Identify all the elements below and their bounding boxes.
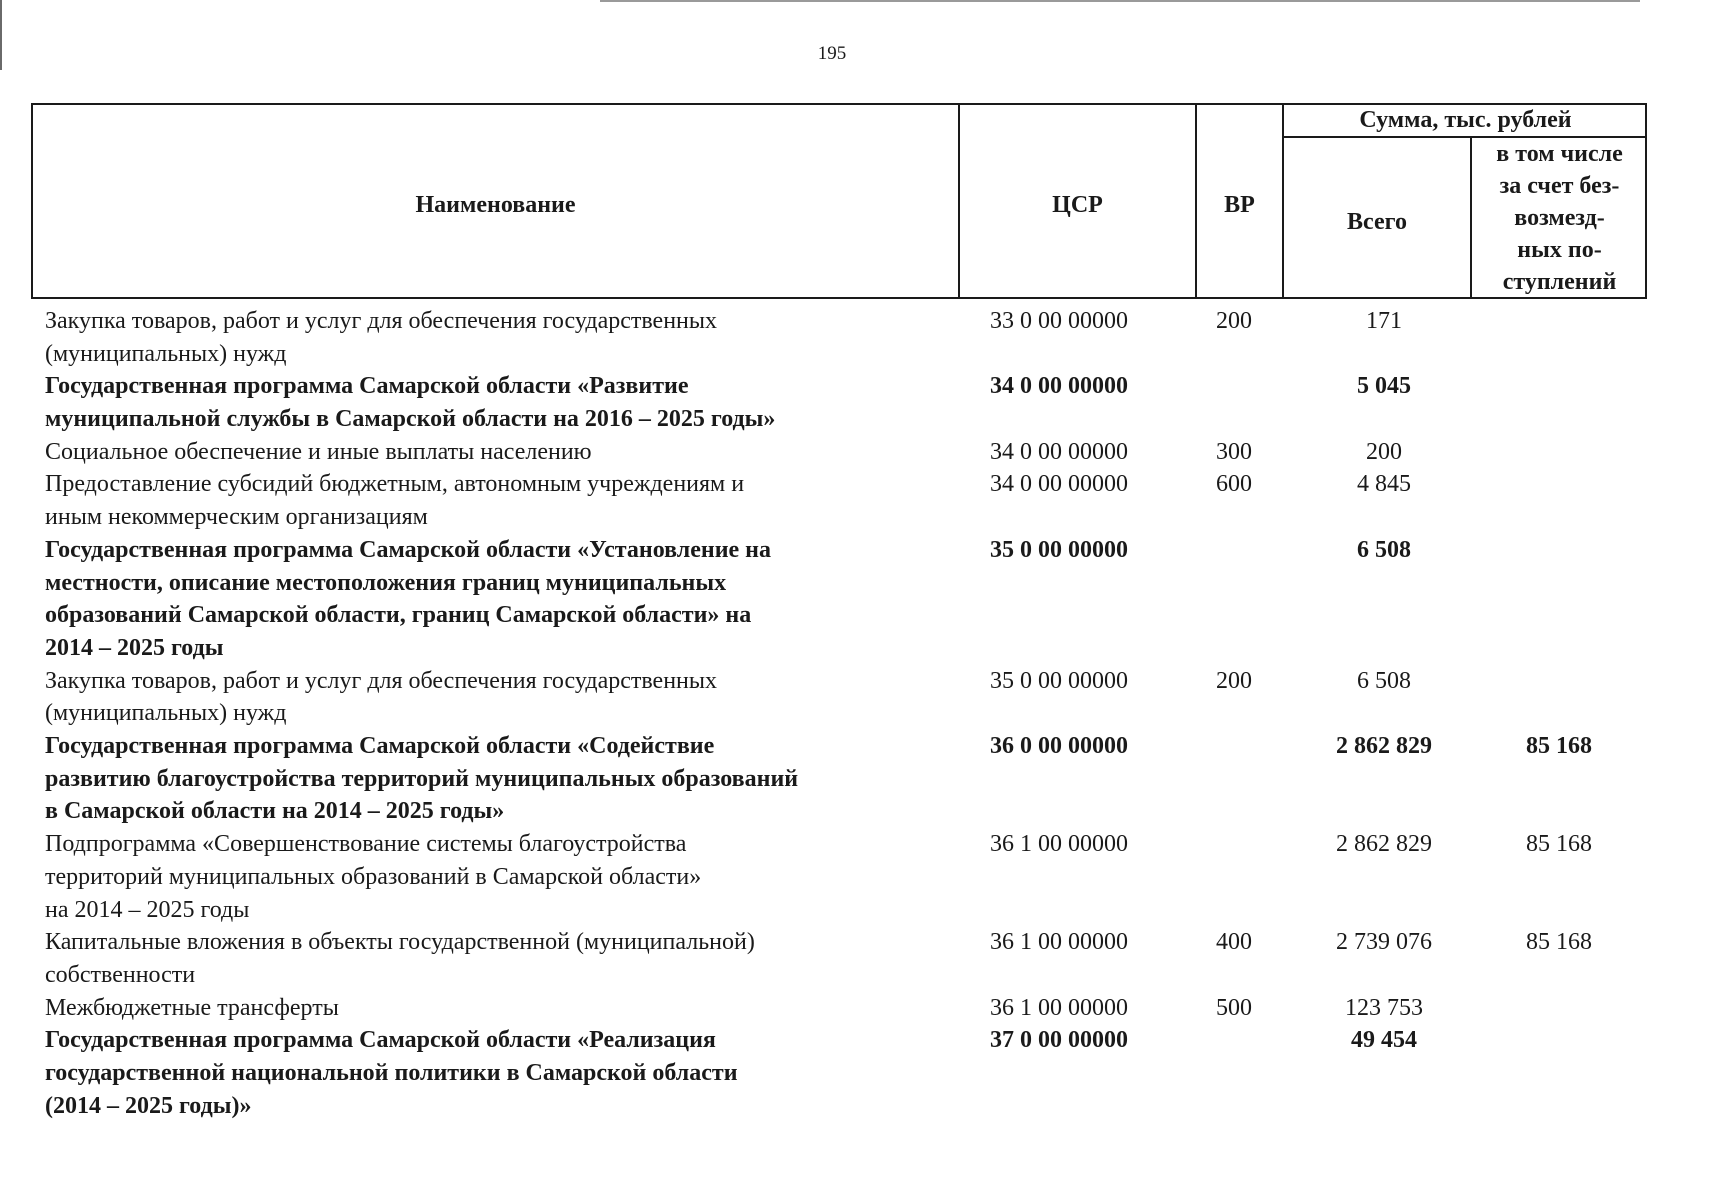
- row-total: 49 454: [1351, 1027, 1417, 1054]
- row-total: 6 508: [1357, 536, 1411, 563]
- row-total: 5 045: [1357, 373, 1411, 400]
- row-name-line: (2014 – 2025 годы)»: [45, 1092, 252, 1119]
- row-name-line: Капитальные вложения в объекты государственной (муниципальной): [45, 929, 755, 956]
- row-csr: 34 0 00 00000: [990, 438, 1128, 465]
- header-grants-line: в том числе: [1496, 141, 1623, 167]
- row-csr: 34 0 00 00000: [990, 471, 1128, 498]
- row-name-line: образований Самарской области, границ Самарской области» на: [45, 602, 752, 629]
- row-name-line: собственности: [45, 961, 196, 988]
- header-csr: ЦСР: [1052, 192, 1103, 218]
- row-grants: 85 168: [1526, 831, 1592, 858]
- row-name-line: местности, описание местоположения границ муниципальных: [45, 569, 727, 596]
- row-name-line: Государственная программа Самарской области «Развитие: [45, 373, 689, 400]
- row-vr: 300: [1216, 438, 1252, 465]
- row-name-line: государственной национальной политики в Самарской области: [45, 1060, 738, 1087]
- table-row: [0, 436, 1718, 469]
- header-vr: ВР: [1224, 192, 1255, 218]
- row-name: [45, 305, 955, 370]
- row-name: [45, 436, 955, 469]
- page-number: 195: [817, 43, 847, 64]
- row-name-line: Социальное обеспечение и иные выплаты населению: [45, 438, 592, 465]
- row-total: 123 753: [1345, 994, 1423, 1021]
- header-grants-line: возмезд-: [1514, 205, 1605, 231]
- row-vr: 400: [1216, 929, 1252, 956]
- row-name: [45, 1024, 955, 1122]
- row-name-line: территорий муниципальных образований в Самарской области»: [45, 863, 702, 890]
- row-csr: 34 0 00 00000: [990, 373, 1128, 400]
- row-total: 2 862 829: [1336, 831, 1432, 858]
- row-csr: 36 1 00 00000: [990, 929, 1128, 956]
- row-name: [45, 992, 955, 1025]
- table-row: [0, 370, 1718, 435]
- row-name-line: муниципальной службы в Самарской области на 2016 – 2025 годы»: [45, 406, 776, 433]
- row-name: [45, 926, 955, 991]
- table-row: [0, 828, 1718, 926]
- row-total: 6 508: [1357, 667, 1411, 694]
- table-row: [0, 305, 1718, 370]
- header-total: Всего: [1347, 209, 1407, 235]
- row-vr: 200: [1216, 308, 1252, 334]
- row-csr: 36 1 00 00000: [990, 831, 1128, 858]
- row-name-line: Закупка товаров, работ и услуг для обеспечения государственных: [45, 667, 718, 694]
- row-name: [45, 730, 955, 828]
- row-name: [45, 534, 955, 665]
- row-total: 200: [1366, 438, 1402, 465]
- row-csr: 36 1 00 00000: [990, 994, 1128, 1021]
- table-row: [0, 534, 1718, 665]
- row-name-line: Государственная программа Самарской области «Содействие: [45, 733, 715, 760]
- row-name-line: Государственная программа Самарской области «Установление на: [45, 536, 771, 563]
- row-csr: 35 0 00 00000: [990, 536, 1128, 563]
- header-grants: [1472, 138, 1647, 298]
- table-row: [0, 992, 1718, 1025]
- header-grants-line: ных по-: [1517, 237, 1602, 263]
- row-total: 2 739 076: [1336, 929, 1432, 956]
- table-body: [0, 305, 1718, 1122]
- row-name-line: (муниципальных) нужд: [45, 340, 287, 367]
- table-row: [0, 730, 1718, 828]
- row-name-line: Подпрограмма «Совершенствование системы благоустройства: [45, 831, 687, 858]
- header-grants-line: за счет без-: [1499, 173, 1620, 199]
- row-name-line: иным некоммерческим организациям: [45, 504, 428, 531]
- table-row: [0, 1024, 1718, 1122]
- row-name: [45, 370, 955, 435]
- row-total: 2 862 829: [1336, 733, 1432, 760]
- row-vr: 200: [1216, 667, 1252, 694]
- header-name: Наименование: [415, 192, 576, 218]
- row-vr: 600: [1216, 471, 1252, 498]
- table-row: [0, 926, 1718, 991]
- top-border-rule: [600, 0, 1640, 2]
- table-row: [0, 665, 1718, 730]
- row-csr: 36 0 00 00000: [990, 733, 1128, 760]
- row-name: [45, 828, 955, 926]
- header-grants-line: ступлений: [1502, 269, 1617, 295]
- row-name: [45, 468, 955, 533]
- row-name: [45, 665, 955, 730]
- table-row: [0, 468, 1718, 533]
- row-name-line: Закупка товаров, работ и услуг для обеспечения государственных: [45, 308, 718, 334]
- row-name-line: 2014 – 2025 годы: [45, 634, 224, 661]
- row-name-line: Межбюджетные трансферты: [45, 994, 339, 1021]
- row-name-line: Государственная программа Самарской области «Реализация: [45, 1027, 716, 1054]
- row-grants: 85 168: [1526, 929, 1592, 956]
- row-name-line: развитию благоустройства территорий муниципальных образований: [45, 765, 799, 792]
- row-grants: 85 168: [1526, 733, 1592, 760]
- row-total: 171: [1366, 308, 1402, 334]
- row-csr: 37 0 00 00000: [990, 1027, 1128, 1054]
- row-name-line: в Самарской области на 2014 – 2025 годы»: [45, 798, 505, 825]
- row-name-line: на 2014 – 2025 годы: [45, 896, 250, 923]
- row-csr: 33 0 00 00000: [990, 308, 1128, 334]
- row-name-line: (муниципальных) нужд: [45, 700, 287, 727]
- header-sum: Сумма, тыс. рублей: [1359, 107, 1572, 133]
- row-csr: 35 0 00 00000: [990, 667, 1128, 694]
- row-vr: 500: [1216, 994, 1252, 1021]
- row-total: 4 845: [1357, 471, 1411, 498]
- row-name-line: Предоставление субсидий бюджетным, автономным учреждениям и: [45, 471, 745, 498]
